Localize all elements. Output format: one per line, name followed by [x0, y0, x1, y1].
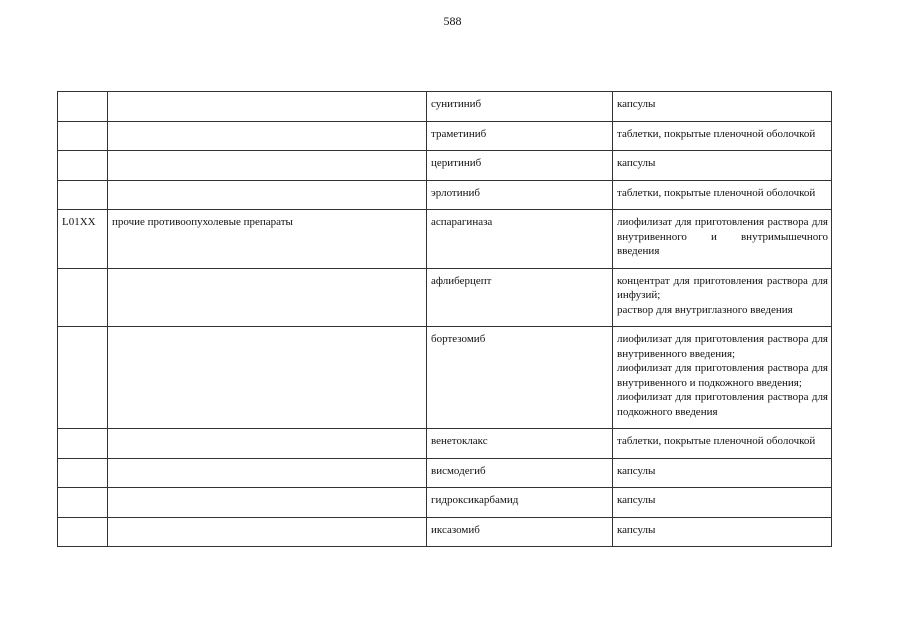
atc-group-cell [108, 92, 427, 122]
dosage-form-line: лиофилизат для приготовления раствора для внутривенного введения; [617, 333, 828, 360]
atc-code-cell [58, 488, 108, 518]
dosage-form-line: капсулы [617, 494, 656, 506]
atc-group-cell [108, 268, 427, 327]
table-row [58, 517, 832, 547]
dosage-form-line: таблетки, покрытые пленочной оболочкой [617, 435, 816, 447]
drug-name-cell: бортезомиб [427, 327, 613, 429]
dosage-form-line: концентрат для приготовления раствора для инфузий; [617, 274, 828, 301]
dosage-form-cell [613, 268, 832, 327]
drug-name-cell: афлиберцепт [427, 268, 613, 327]
dosage-form-line: капсулы [617, 523, 656, 536]
dosage-form-cell [613, 429, 832, 459]
atc-code-cell: L01XX [58, 210, 108, 269]
dosage-form-cell [613, 517, 832, 547]
table-row [58, 121, 832, 151]
table-row [58, 488, 832, 518]
dosage-form-line: лиофилизат для приготовления раствора для подкожного введения [617, 391, 828, 418]
dosage-form-line: капсулы [617, 157, 656, 169]
table-body [58, 92, 832, 547]
dosage-form-cell [613, 92, 832, 122]
drug-name-cell: эрлотиниб [427, 180, 613, 210]
atc-group-cell [108, 429, 427, 459]
dosage-form-line: лиофилизат для приготовления раствора для внутривенного и внутримышечного введения [617, 216, 828, 257]
drug-name-cell: аспарагиназа [427, 210, 613, 269]
drug-name-cell: венетоклакс [427, 429, 613, 459]
table-row [58, 429, 832, 459]
atc-group-cell [108, 488, 427, 518]
dosage-form-cell [613, 327, 832, 429]
drug-table [57, 91, 832, 547]
drug-name-cell: сунитиниб [427, 92, 613, 122]
atc-group-cell [108, 327, 427, 429]
table-row [58, 180, 832, 210]
dosage-form-cell [613, 121, 832, 151]
atc-code-cell [58, 92, 108, 122]
drug-name-cell: гидроксикарбамид [427, 488, 613, 518]
table-row [58, 268, 832, 327]
atc-group-cell [108, 121, 427, 151]
drug-name-cell: церитиниб [427, 151, 613, 181]
dosage-form-line: раствор для внутриглазного введения [617, 303, 793, 316]
page-number: 588 [443, 14, 462, 28]
dosage-form-cell [613, 488, 832, 518]
drug-name-cell: иксазомиб [427, 517, 613, 547]
atc-group-cell [108, 180, 427, 210]
table-row [58, 210, 832, 269]
atc-group-cell [108, 517, 427, 547]
atc-group-cell: прочие противоопухолевые препараты [108, 210, 427, 269]
atc-code-cell [58, 458, 108, 488]
table-row [58, 92, 832, 122]
dosage-form-line: таблетки, покрытые пленочной оболочкой [617, 186, 816, 199]
atc-code-cell [58, 180, 108, 210]
dosage-form-line: капсулы [617, 464, 656, 477]
atc-code-cell [58, 517, 108, 547]
dosage-form-line: капсулы [617, 98, 656, 110]
drug-name-cell: висмодегиб [427, 458, 613, 488]
atc-code-cell [58, 151, 108, 181]
dosage-form-cell [613, 151, 832, 181]
table-row [58, 458, 832, 488]
drug-name-cell: траметиниб [427, 121, 613, 151]
atc-code-cell [58, 327, 108, 429]
dosage-form-line: таблетки, покрытые пленочной оболочкой [617, 127, 816, 140]
dosage-form-cell [613, 210, 832, 269]
table-row [58, 327, 832, 429]
dosage-form-cell [613, 458, 832, 488]
atc-code-cell [58, 429, 108, 459]
atc-group-cell [108, 151, 427, 181]
atc-group-cell [108, 458, 427, 488]
atc-code-cell [58, 268, 108, 327]
dosage-form-line: лиофилизат для приготовления раствора для внутривенного и подкожного введения; [617, 362, 828, 389]
table-row [58, 151, 832, 181]
atc-code-cell [58, 121, 108, 151]
dosage-form-cell [613, 180, 832, 210]
